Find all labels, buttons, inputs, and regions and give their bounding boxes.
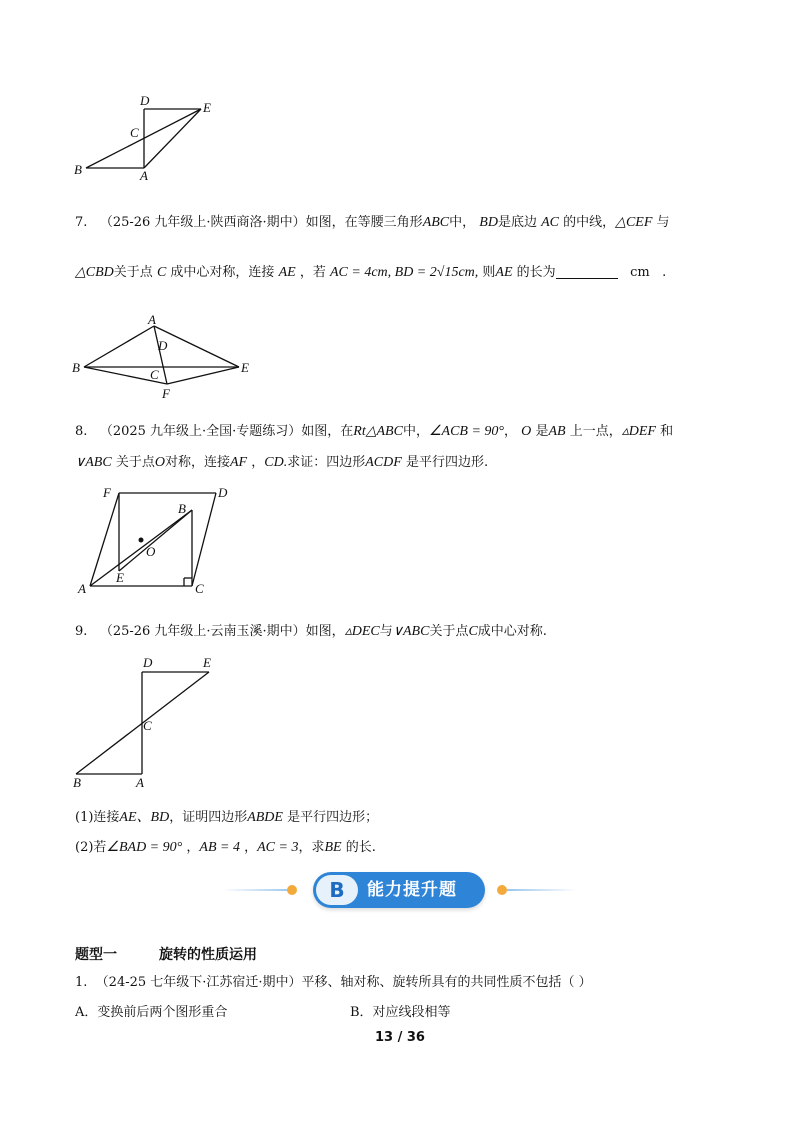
question-9-part-1: (1)连接AE、BD，证明四边形ABDE 是平行四边形； <box>75 810 379 825</box>
label-A: A <box>148 312 156 327</box>
label-E: E <box>203 655 211 670</box>
label-O: O <box>146 544 156 559</box>
option-A: A．变换前后两个图形重合 <box>75 1005 228 1020</box>
label-C: C <box>143 718 152 733</box>
label-D: D <box>158 338 168 353</box>
banner-line-left <box>222 889 292 891</box>
question-number: 7. <box>75 215 88 230</box>
question-8-line-2: ∨ABC 关于点O对称，连接AF ，CD.求证：四边形ACDF 是平行四边形. <box>75 455 489 470</box>
label-B: B <box>178 501 186 516</box>
figure-q9 <box>60 650 230 790</box>
label-A: A <box>78 581 86 596</box>
label-D: D <box>140 93 150 108</box>
option-B: B．对应线段相等 <box>350 1005 451 1020</box>
label-D: D <box>218 485 228 500</box>
figure-q6 <box>60 90 230 185</box>
section-label: 题型一 <box>75 947 117 963</box>
question-9-part-2: (2)若∠BAD = 90° ，AB = 4 ，AC = 3，求BE 的长. <box>75 840 376 855</box>
label-A: A <box>136 775 144 790</box>
question-number: 8. <box>75 424 88 439</box>
answer-blank <box>556 264 618 279</box>
label-B: B <box>74 162 82 177</box>
label-C: C <box>195 581 204 596</box>
label-A: A <box>140 168 148 183</box>
label-E: E <box>203 100 211 115</box>
section-banner <box>313 872 485 908</box>
label-D: D <box>143 655 153 670</box>
label-F: F <box>103 485 111 500</box>
section-title: 旋转的性质运用 <box>159 947 257 963</box>
section-heading <box>75 944 257 964</box>
label-C: C <box>130 125 139 140</box>
question-1-stem: 1. （24-25 七年级下·江苏宿迁·期中）平移、轴对称、旋转所具有的共同性质不包括（ ） <box>75 975 592 990</box>
label-E: E <box>116 570 124 585</box>
banner-letter: B <box>316 875 358 905</box>
question-8-line-1: 8. （2025 九年级上·全国·专题练习）如图，在Rt△ABC中，∠ACB = 90°， O 是AB 上一点，▵DEF 和 <box>75 424 674 439</box>
question-number: 1. <box>75 975 88 990</box>
question-7-line-2: △CBD关于点 C 成中心对称，连接 AE ，若 AC = 4cm, BD = 2√15cm, 则AE 的长为 cm . <box>75 265 667 280</box>
label-C: C <box>150 367 159 382</box>
banner-line-right <box>507 889 577 891</box>
page-number: 13 / 36 <box>375 1030 425 1045</box>
label-F: F <box>162 386 170 401</box>
question-7-line-1: 7. （25-26 九年级上·陕西商洛·期中）如图，在等腰三角形ABC中， BD是底边 AC 的中线，△CEF 与 <box>75 215 670 230</box>
question-9-line-1: 9. （25-26 九年级上·云南玉溪·期中）如图，▵DEC与∨ABC关于点C成中心对称. <box>75 624 547 639</box>
given-conditions: AC = 4cm, BD = 2√15cm, <box>329 265 479 280</box>
figure-q7 <box>60 310 270 405</box>
banner-dot-left <box>287 885 297 895</box>
figure-q8 <box>70 480 240 600</box>
label-E: E <box>241 360 249 375</box>
banner-dot-right <box>497 885 507 895</box>
label-B: B <box>72 360 80 375</box>
label-B: B <box>73 775 81 790</box>
banner-title: 能力提升题 <box>367 880 457 900</box>
question-number: 9. <box>75 624 88 639</box>
point-O <box>139 538 144 543</box>
